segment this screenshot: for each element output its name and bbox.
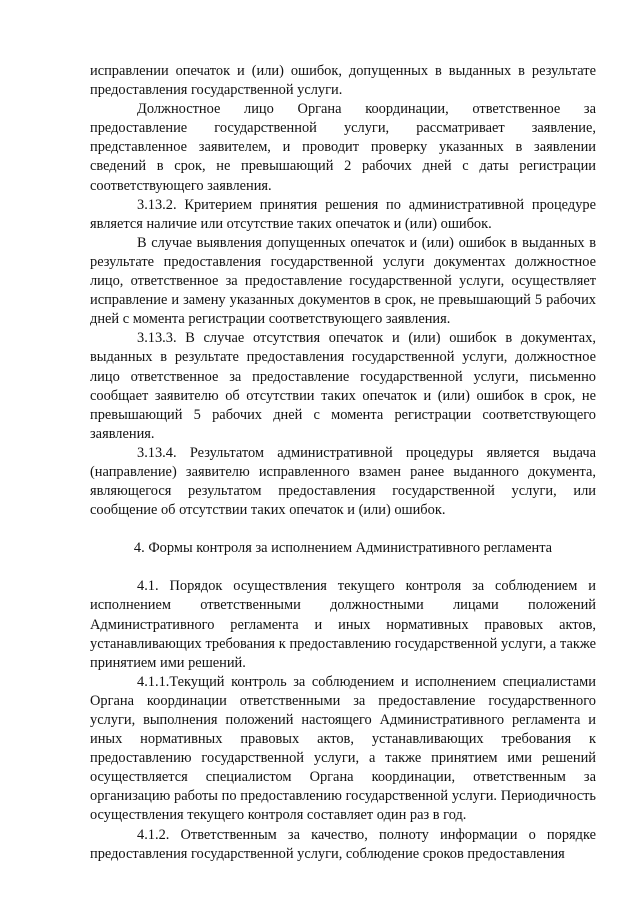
spacer — [90, 520, 596, 539]
paragraph-continuation: исправлении опечаток и (или) ошибок, допущенных в выданных в результате предоставления государственной услуги. — [90, 63, 596, 99]
paragraph-3-13-4: 3.13.4. Результатом административной процедуры является выдача (направление) заявителю исправленного взамен ранее выданного документа, являющегося результатом предоставления государственной услуги, или сообщение об отсутствии таких опечаток и (или) ошибок. — [90, 444, 596, 519]
paragraph-3-13-2: 3.13.2. Критерием принятия решения по административной процедуре является наличие или отсутствие таких опечаток и (или) ошибок. — [90, 196, 596, 232]
paragraph-4-1-2: 4.1.2. Ответственным за качество, полноту информации о порядке предоставления государственной услуги, соблюдение сроков предоставления — [90, 826, 596, 862]
section-heading: 4. Формы контроля за исполнением Административного регламента — [133, 540, 553, 557]
paragraph-4-1-1: 4.1.1.Текущий контроль за соблюдением и исполнением специалистами Органа координации ответственными за предоставление государственного услуги, выполнения положений настоящего Административного регламента и иных нормативных правовых актов, устанавливающих требования к предоставлению государственной услуги, а также принятием ими решений осуществляется специалистом Органа координации, ответственным за организацию работы по предоставлению государственной услуги. Периодичность осуществления текущего контроля составляет один раз в год. — [90, 673, 596, 824]
paragraph-4-1: 4.1. Порядок осуществления текущего контроля за соблюдением и исполнением ответственными должностными лицами положений Административного регламента и иных нормативных правовых актов, устанавливающих требования к предоставлению государственной услуги, а также принятием ими решений. — [90, 578, 596, 671]
document-page — [90, 62, 596, 864]
spacer — [90, 558, 596, 577]
paragraph-official-review: Должностное лицо Органа координации, ответственное за предоставление государственной услуги, рассматривает заявление, представленное заявителем, и проводит проверку указанных в заявлении сведений в срок, не превышающий 2 рабочих дней с даты регистрации соответствующего заявления. — [90, 101, 596, 194]
paragraph-errors-found: В случае выявления допущенных опечаток и (или) ошибок в выданных в результате предоставления государственной услуги документах должностное лицо, ответственное за предоставление государственной услуги, осуществляет исправление и замену указанных документов в срок, не превышающий 5 рабочих дней с момента регистрации соответствующего заявления. — [90, 234, 596, 328]
paragraph-3-13-3: 3.13.3. В случае отсутствия опечаток и (или) ошибок в документах, выданных в результате предоставления государственной услуги, должностное лицо ответственное за предоставление государственной услуги, письменно сообщает заявителю об отсутствии таких опечаток и (или) ошибок в срок, не превышающий 5 рабочих дней с момента регистрации соответствующего заявления. — [90, 330, 596, 442]
